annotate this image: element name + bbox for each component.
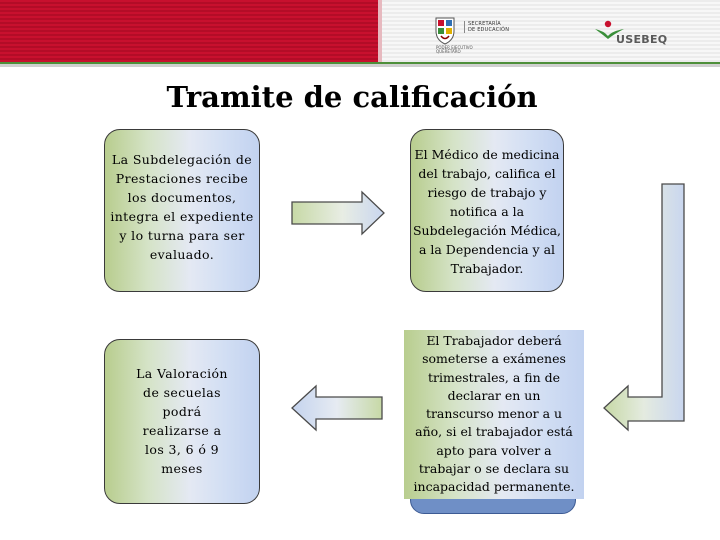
secretaria-label: SECRETARÍA DE EDUCACIÓN [464, 21, 509, 33]
process-box-medical-rating [410, 129, 564, 292]
arrow-right [292, 192, 384, 234]
process-box-sequelae-valuation [104, 339, 260, 504]
process-box-text: El Médico de medicina del trabajo, califica el riesgo de trabajo y notifica a la Subdelegación Médica, a la Dependencia y al Trabajador. [412, 147, 562, 276]
process-box-quarterly-exams [404, 330, 584, 499]
process-box-text: El Trabajador deberá someterse a exámenes trimestrales, a fin de declarar en un transcurso menor a u año, si el trabajador está apto para volver a trabajar o se declara su incapacidad permanente. [413, 333, 575, 495]
secretaria-sublabel: PODER EJECUTIVO QUERÉTARO [436, 45, 473, 54]
process-box-text: La Valoración de secuelas podrá realizarse a los 3, 6 ó 9 meses [136, 366, 228, 476]
process-box-text: La Subdelegación de Prestaciones recibe los documentos, integra el expediente y lo turna para ser evaluado. [110, 152, 254, 262]
arrow-bent-down-left [604, 184, 684, 430]
page-title: Tramite de calificación [166, 80, 538, 114]
usebeq-wordmark: USEBEQ [616, 33, 668, 46]
process-box-receive-documents [104, 129, 260, 292]
arrow-left [292, 386, 382, 430]
